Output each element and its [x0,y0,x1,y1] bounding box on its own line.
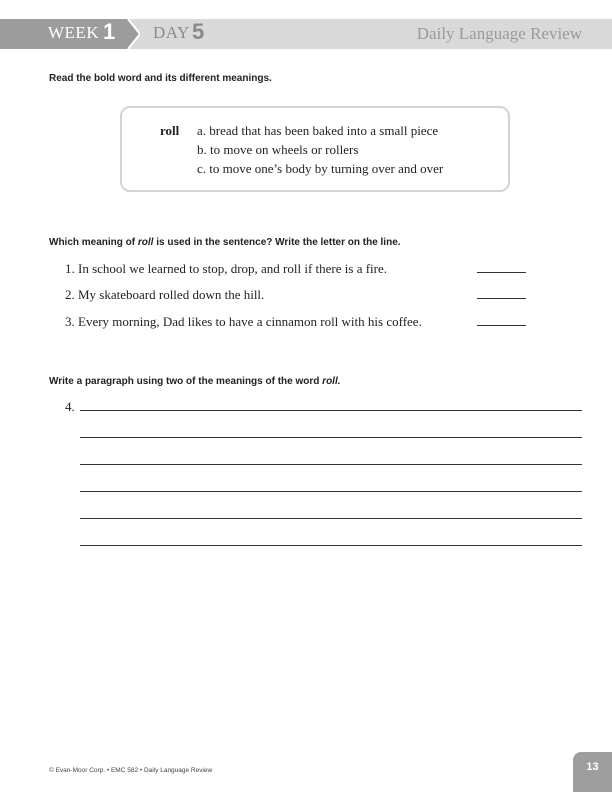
writing-line-6[interactable] [80,545,582,546]
answer-line-3[interactable] [477,325,526,326]
item-number-4: 4. [65,399,75,414]
section2-instruction [49,237,401,248]
definition-c: c. to move one’s body by turning over and over [197,161,444,176]
day-number: 5 [192,19,205,44]
definition-box [120,106,510,192]
footer-copyright: © Evan-Moor Corp. • EMC 582 • Daily Language Review [49,767,213,774]
writing-line-2[interactable] [80,437,582,438]
writing-line-5[interactable] [80,518,582,519]
week-number: 1 [103,19,116,44]
week-label: WEEK [48,23,100,42]
writing-line-4[interactable] [80,491,582,492]
section3-instruction [49,376,341,387]
section2-instruction-before: Which meaning of [49,237,138,248]
writing-line-3[interactable] [80,464,582,465]
answer-line-2[interactable] [477,298,526,299]
section3-instruction-word: roll. [322,376,341,387]
page-header [0,19,612,49]
header-title: Daily Language Review [416,24,582,43]
question-1: 1. In school we learned to stop, drop, and roll if there is a fire. [65,261,388,276]
definition-b: b. to move on wheels or rollers [197,142,359,157]
section3-instruction-before: Write a paragraph using two of the meanings of the word [49,376,323,387]
day-label: DAY [153,23,190,42]
page-number: 13 [573,752,612,792]
section1-instruction: Read the bold word and its different meanings. [49,73,272,84]
question-2: 2. My skateboard rolled down the hill. [65,287,265,302]
answer-line-1[interactable] [477,272,526,273]
question-3: 3. Every morning, Dad likes to have a cinnamon roll with his coffee. [65,314,422,329]
definition-word: roll [160,123,180,138]
writing-line-1[interactable] [80,410,582,411]
section2-instruction-after: is used in the sentence? Write the letter on the line. [153,237,401,248]
definition-a: a. bread that has been baked into a small piece [197,123,439,138]
section2-instruction-word: roll [137,237,154,248]
